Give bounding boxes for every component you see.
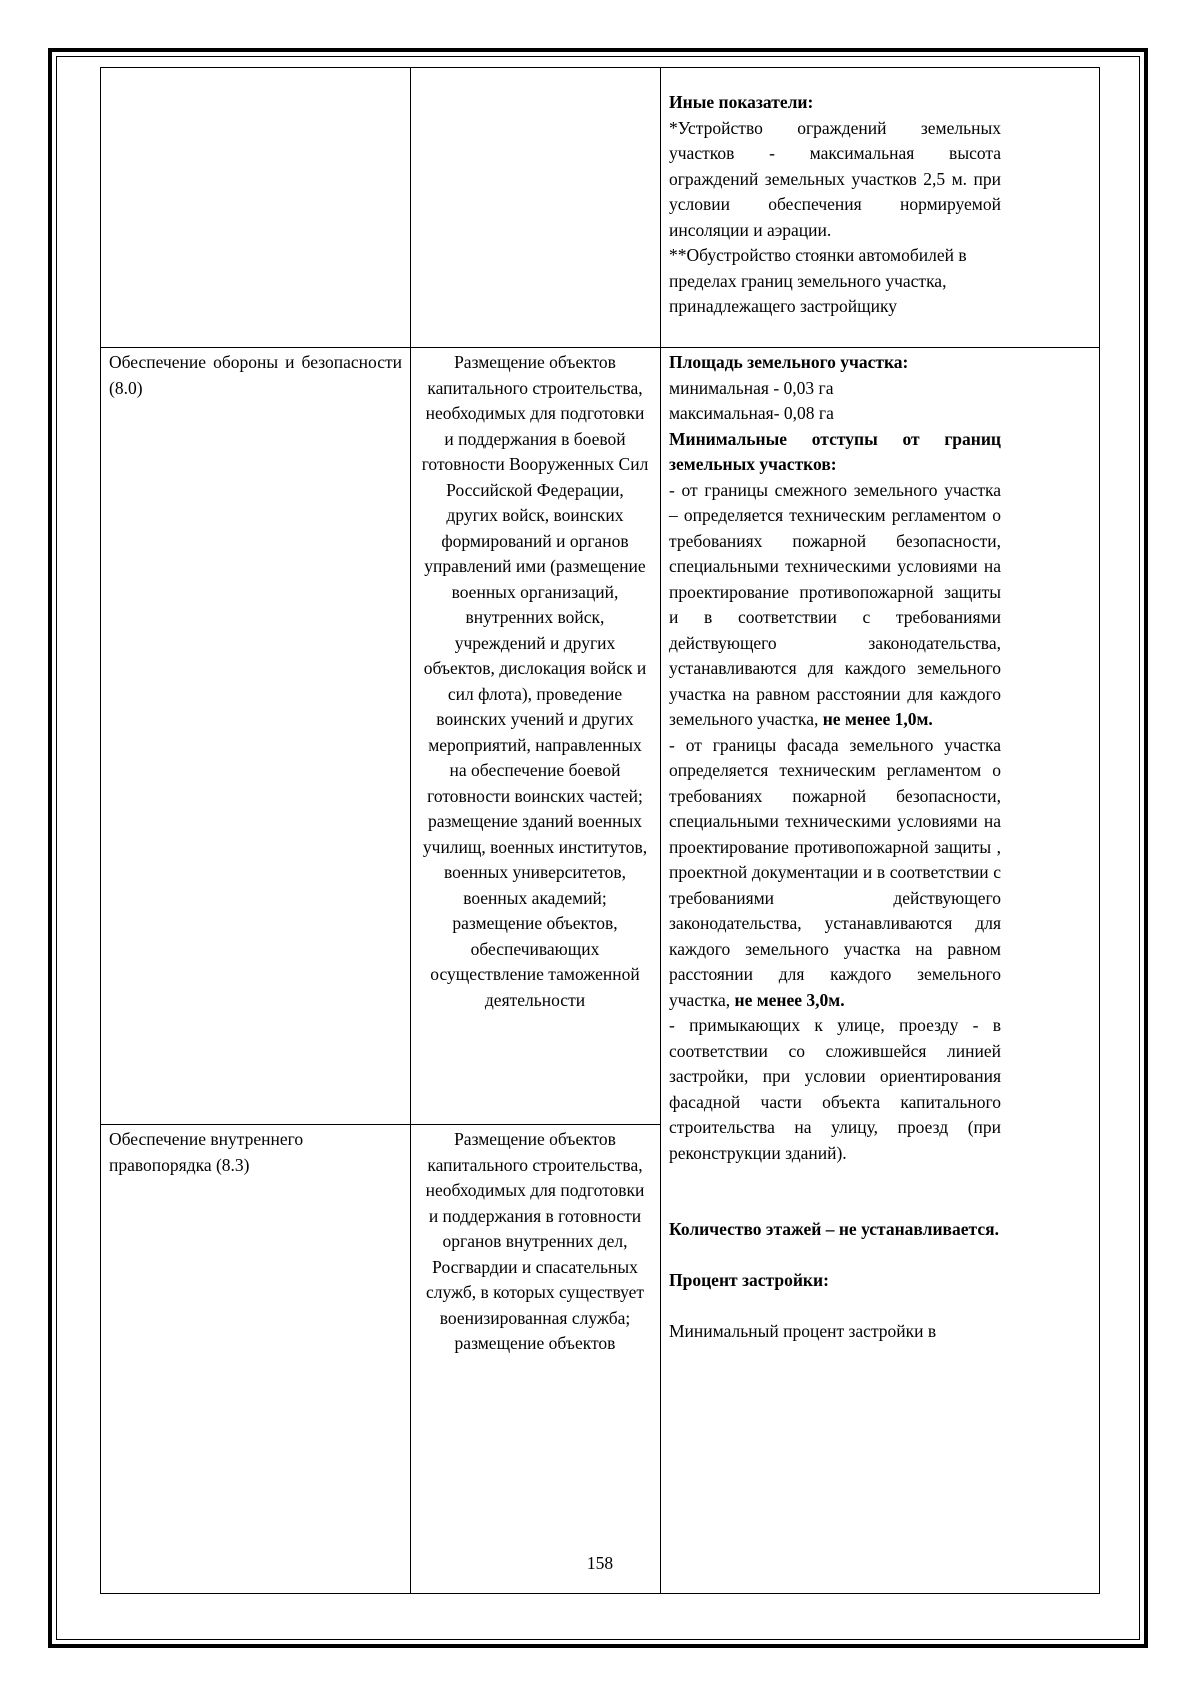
- row2-col2-cell: [419, 1127, 651, 1357]
- params-col3-cell: [669, 350, 1001, 1345]
- setback-adjacent-text: - от границы смежного земельного участка – определяется техническим регламентом о требованиях пожарной безопасности, специальными техническими условиями на проектирование противопожарной защиты и в соответствии с требованиями действующего законодательства, устанавливаются для каждого земельного участка на равном расстоянии для каждого земельного участка,: [669, 479, 1001, 729]
- setback-facade-text: - от границы фасада земельного участка определяется техническим регламентом о требованиях пожарной безопасности, специальными техническими условиями на проектирование противопожарной защиты , проектной документации и в соответствии с требованиями действующего законодательства, устанавливаются для каждого земельного участка на равном расстоянии для каждого земельного участка,: [669, 734, 1001, 1010]
- regulations-table: [100, 67, 1100, 1594]
- setback-facade: [669, 733, 1001, 1014]
- setback-street: - примыкающих к улице, проезду - в соответствии со сложившейся линией застройки, при условии ориентирования фасадной части объекта капитального строительства на улицу, проезд (при реконструкции зданий).: [669, 1015, 1001, 1163]
- row1-col2-cell: [419, 350, 651, 1013]
- row2-col1-cell: [109, 1127, 402, 1178]
- other-indicators-heading: Иные показатели:: [669, 92, 814, 112]
- page-number: 158: [586, 1553, 614, 1573]
- use-type-defense: Обеспечение обороны и безопасности (8.0): [109, 352, 402, 398]
- coverage-text: Минимальный процент застройки в: [669, 1321, 937, 1341]
- row-divider-2: [101, 1124, 660, 1125]
- use-type-law-order: Обеспечение внутреннего правопорядка (8.3): [109, 1129, 304, 1175]
- use-description-law-order: Размещение объектов капитального строительства, необходимых для подготовки и поддержания в готовности органов внутренних дел, Росгвардии и спасательных служб, в которых существует военизированная служба; размещение объектов: [425, 1129, 645, 1353]
- row0-col3-cell: [669, 90, 1001, 320]
- area-min: минимальная - 0,03 га: [669, 377, 834, 398]
- area-heading: Площадь земельного участка:: [669, 352, 909, 372]
- row1-col1-cell: [109, 350, 402, 401]
- column-divider-1: [410, 68, 411, 1593]
- area-max: максимальная- 0,08 га: [669, 403, 834, 423]
- coverage-heading: Процент застройки:: [669, 1270, 829, 1290]
- floors-text: Количество этажей – не устанавливается.: [669, 1219, 999, 1239]
- column-divider-2: [660, 68, 661, 1593]
- setback-adjacent-value: не менее 1,0м.: [822, 709, 933, 729]
- fence-paragraph: *Устройство ограждений земельных участков - максимальная высота ограждений земельных участков 2,5 м. при условии обеспечения нормируемой инсоляции и аэрации.: [669, 117, 1001, 240]
- setback-adjacent: [669, 478, 1001, 733]
- row-divider-1: [101, 347, 1099, 348]
- parking-paragraph: **Обустройство стоянки автомобилей в пределах границ земельного участка, принадлежащего застройщику: [669, 245, 967, 316]
- setback-facade-value: не менее 3,0м.: [734, 989, 845, 1010]
- setbacks-heading: Минимальные отступы от границ земельных участков:: [669, 428, 1001, 474]
- use-description-defense: Размещение объектов капитального строительства, необходимых для подготовки и поддержания в боевой готовности Вооруженных Сил Российской Федерации, других войск, воинских формирований и органов управлений ими (размещение военных организаций, внутренних войск, учреждений и других объектов, дислокация войск и сил флота), проведение воинских учений и других мероприятий, направленных на обеспечение боевой готовности воинских частей; размещение зданий военных училищ, военных институтов, военных университетов, военных академий; размещение объектов, обеспечивающих осуществление таможенной деятельности: [421, 352, 649, 1010]
